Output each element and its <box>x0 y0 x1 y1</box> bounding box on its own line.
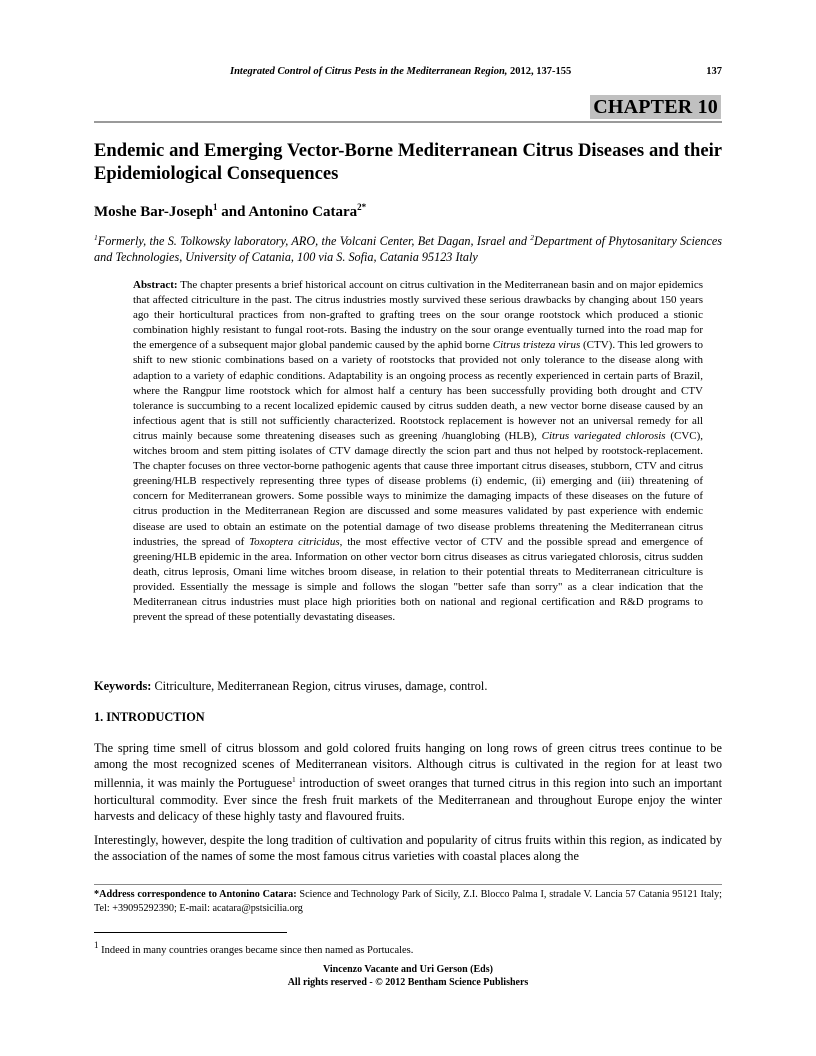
page-footer <box>0 963 816 989</box>
keywords-text: Citriculture, Mediterranean Region, citrus viruses, damage, control. <box>151 679 488 693</box>
author-affiliation-marker: 1 <box>213 202 218 212</box>
journal-title: Integrated Control of Citrus Pests in the Mediterranean Region, <box>230 66 508 77</box>
correspondence-text: Science and Technology Park of Sicily, Z.I. Blocco Palma I, stradale V. Lancia 57 Catania 95121 Italy; Tel: +39095292390; E-mail: acatara@pstsicilia.org <box>94 889 722 914</box>
page-number: 137 <box>706 66 722 77</box>
abstract-text: , the most effective vector of CTV and the possible spread and emergence of greening/HLB epidemic in the area. Information on other vector born citrus diseases as citrus variegated chlorosis, citrus sudden death, citrus leprosis, Omani lime witches broom disease, in relation to their potential threats to Mediterranean citriculture is provided. Essentially the message is simple and follows the slogan "better safe than sorry" as a clear indication that the Mediterranean citrus industries must place high priorities both on national and regional certification and R&D programs to prevent the spread of these potentially devastating diseases. <box>133 535 703 624</box>
header-divider <box>94 121 722 123</box>
footer-editors: Vincenzo Vacante and Uri Gerson (Eds) <box>323 964 493 975</box>
footnote-divider <box>94 932 287 933</box>
section-heading: 1. INTRODUCTION <box>94 710 205 724</box>
author-name: Moshe Bar-Joseph <box>94 204 214 220</box>
journal-citation <box>230 66 571 77</box>
affiliation-text: Department of Phytosanitary Sciences and Technologies, University of Catania, 100 via S. Sofia, Catania 95123 Italy <box>94 234 723 265</box>
chapter-title: Endemic and Emerging Vector-Borne Mediterranean Citrus Diseases and their Epidemiological Consequences <box>94 140 722 184</box>
author-connector: and <box>217 204 249 220</box>
author-name: Antonino Catara <box>248 204 358 220</box>
paragraph-text: The spring time smell of citrus blossom and gold colored fruits hanging on long rows of green citrus trees continue to be among the most recognized scenes of Mediterranean visitors. Although citrus is cultivated in the region for at least two millennia, it was mainly the Portuguese <box>94 741 722 791</box>
footer-copyright: All rights reserved - © 2012 Bentham Science Publishers <box>287 977 529 988</box>
author-affiliation-marker: 2* <box>357 202 367 212</box>
abstract-text: The chapter presents a brief historical account on citrus cultivation in the Mediterranean basin and on major epidemics that affected citriculture in the past. The citrus industries mostly survived these serious drawbacks by changing about 150 years ago their horticultural practices from non-grafted to grafting trees on the sour orange rootstock which produced a stionic combination highly resistant to fungal root-rots. Basing the industry on the sour orange eventually turned into the road map for the emergence of a subsequent major global pandemic caused by the aphid borne <box>133 279 703 352</box>
intro-paragraph <box>94 740 722 824</box>
abstract-text: (CTV). This led growers to shift to new stionic combinations based on a variety of rootstocks that provided not only tolerance to the disease along with adaption to a variety of edaphic conditions. Adaptability is an ongoing process as recently experienced in certain parts of Brazil, where the Rangpur lime rootstock which for almost half a century has been successfully providing both drought and CTV tolerance is succumbing to a recent localized epidemic caused by citrus sudden death, a new vector borne disease caused by an infectious agent that is still not sufficiently characterized. Rootstock replacement is however not an universal remedy for all citrus mainly because some threatening diseases such as greening /huanglobing (HLB), <box>133 339 704 442</box>
keywords <box>94 679 487 694</box>
abstract <box>133 278 703 625</box>
author-line <box>94 202 366 221</box>
running-head <box>94 66 722 77</box>
correspondence-divider <box>94 884 722 885</box>
affiliations <box>94 230 722 265</box>
chapter-label: CHAPTER 10 <box>590 95 721 119</box>
footnote <box>94 940 413 956</box>
keywords-label: Keywords: <box>94 679 152 693</box>
affiliation-text: Formerly, the S. Tolkowsky laboratory, ARO, the Volcani Center, Bet Dagan, Israel and <box>97 234 531 249</box>
footnote-marker: 1 <box>94 940 99 950</box>
correspondence-label: *Address correspondence to Antonino Catara: <box>94 889 297 900</box>
abstract-species-name: Toxoptera citricidus <box>249 535 340 548</box>
affiliation-marker: 2 <box>530 233 534 242</box>
abstract-label: Abstract: <box>133 279 178 291</box>
abstract-species-name: Citrus tristeza virus <box>492 339 581 352</box>
footnote-reference[interactable]: 1 <box>292 776 296 785</box>
correspondence-note <box>94 888 722 915</box>
abstract-text: (CVC), witches broom and stem pitting isolates of CTV damage directly the scion part and thus not helped by rootstock-replacement. The chapter focuses on three vector-borne pathogenic agents that cause three important citrus diseases, stubborn, CTV and citrus greening/HLB respectively representing three types of disease problems (i) endemic, (ii) emerging and (iii) threatening of concern for Mediterranean growers. Some possible ways to minimize the damaging impacts of these diseases on the future of citrus production in the Mediterranean Region are discussed and some measures validated by past experience with endemic disease are used to obtain an estimate on the potential damage of two disease problems threatening the Mediterranean citrus industries, the spread of <box>133 429 704 548</box>
footnote-text: Indeed in many countries oranges became since then named as Portucales. <box>98 945 414 956</box>
affiliation-marker: 1 <box>94 233 98 242</box>
journal-year-pages: 2012, 137-155 <box>507 66 572 77</box>
paragraph-text: introduction of sweet oranges that turned citrus in this region into such an important horticultural commodity. Ever since the fresh fruit markets of the Mediterranean and throughout Europe enjoy the winter harvests and delicacy of these highly tasty and flavoured fruits. <box>94 776 722 823</box>
intro-paragraph: Interestingly, however, despite the long tradition of cultivation and popularity of citrus fruits within this region, as indicated by the association of the names of some the most famous citrus varieties with coastal places along the <box>94 833 722 864</box>
abstract-species-name: Citrus variegated chlorosis <box>541 429 666 442</box>
